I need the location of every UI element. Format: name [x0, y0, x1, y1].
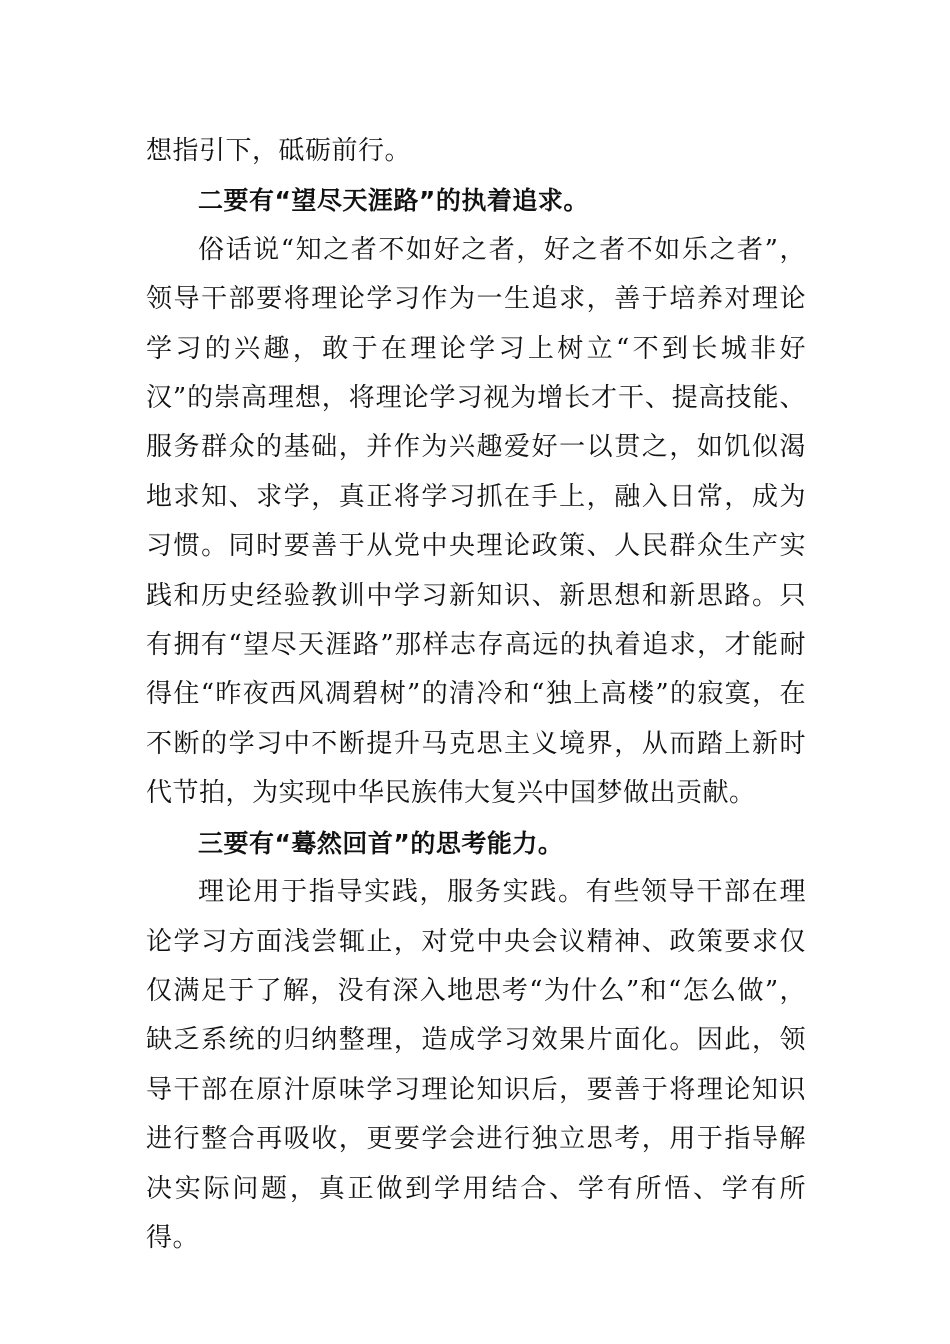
document-body	[146, 127, 806, 1263]
paragraph-section-two: 俗话说“知之者不如好之者，好之者不如乐之者”，领导干部要将理论学习作为一生追求，善于培养对理论学习的兴趣，敢于在理论学习上树立“不到长城非好汉”的崇高理想，将理论学习视为增长才干、提高技能、服务群众的基础，并作为兴趣爱好一以贯之，如饥似渴地求知、求学，真正将学习抓在手上，融入日常，成为习惯。同时要善于从党中央理论政策、人民群众生产实践和历史经验教训中学习新知识、新思想和新思路。只有拥有“望尽天涯路”那样志存高远的执着追求，才能耐得住“昨夜西风凋碧树”的清冷和“独上高楼”的寂寞，在不断的学习中不断提升马克思主义境界，从而踏上新时代节拍，为实现中华民族伟大复兴中国梦做出贡献。	[146, 234, 806, 809]
section-heading-three: 三要有“蓦然回首”的思考能力。	[198, 828, 564, 858]
paragraph-section-three: 理论用于指导实践，服务实践。有些领导干部在理论学习方面浅尝辄止，对党中央会议精神、政策要求仅仅满足于了解，没有深入地思考“为什么”和“怎么做”，缺乏系统的归纳整理，造成学习效果片面化。因此，领导干部在原汁原味学习理论知识后，要善于将理论知识进行整合再吸收，更要学会进行独立思考，用于指导解决实际问题，真正做到学用结合、学有所悟、学有所得。	[146, 877, 806, 1253]
paragraph-continuation: 想指引下，砥砺前行。	[146, 136, 412, 166]
section-heading-two: 二要有“望尽天涯路”的执着追求。	[198, 186, 589, 216]
